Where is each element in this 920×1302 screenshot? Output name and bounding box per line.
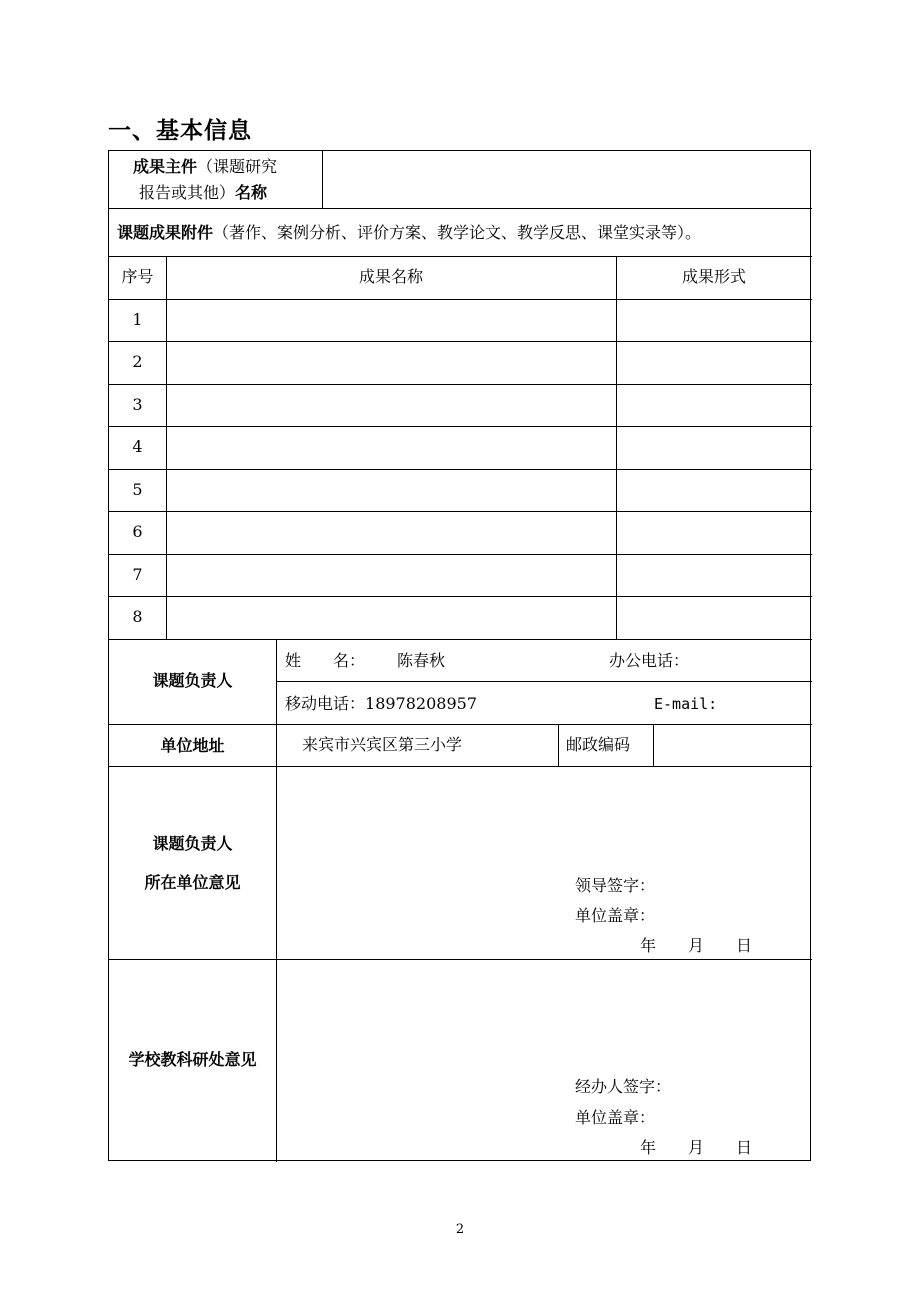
main-work-label-line2: 报告或其他）名称	[139, 183, 268, 202]
row-index: 6	[132, 522, 143, 541]
date-label: 年 月 日	[640, 936, 753, 955]
email-label: E-mail:	[654, 695, 718, 713]
school-seal-label: 单位盖章：	[575, 1108, 656, 1127]
unit-opinion-label-2: 所在单位意见	[144, 873, 241, 892]
row-index: 1	[132, 310, 143, 329]
school-opinion-label: 学校教科研处意见	[128, 1050, 257, 1069]
header-name: 成果名称	[358, 267, 423, 286]
unit-opinion-label: 课题负责人	[152, 834, 233, 853]
row-index: 5	[132, 480, 143, 499]
office-phone-label: 办公电话：	[609, 651, 690, 670]
row-index: 7	[132, 565, 143, 584]
leader-name-value: 陈春秋	[397, 651, 446, 670]
school-date-label: 年 月 日	[640, 1138, 753, 1157]
leader-name-label: 姓 名：	[285, 651, 366, 670]
mobile-label: 移动电话：18978208957	[285, 694, 477, 713]
main-work-label: 成果主件（课题研究	[133, 157, 278, 176]
handler-sign-label: 经办人签字：	[575, 1077, 672, 1096]
unit-seal-label: 单位盖章：	[575, 906, 656, 925]
row-index: 2	[132, 352, 143, 371]
section-title: 一、基本信息	[108, 118, 252, 144]
row-index: 4	[132, 437, 143, 456]
row-index: 3	[132, 395, 143, 414]
unit-address-label: 单位地址	[160, 736, 225, 755]
postcode-label: 邮政编码	[566, 735, 631, 754]
leader-label: 课题负责人	[152, 671, 233, 690]
attachments-heading: 课题成果附件（著作、案例分析、评价方案、教学论文、教学反思、课堂实录等）。	[117, 223, 702, 242]
achievement-form	[108, 150, 811, 1161]
unit-address-value: 来宾市兴宾区第三小学	[302, 735, 463, 754]
header-form: 成果形式	[681, 267, 746, 286]
page-number: 2	[455, 1222, 465, 1237]
leader-sign-label: 领导签字：	[575, 876, 656, 895]
header-index: 序号	[121, 267, 154, 286]
row-index: 8	[132, 607, 143, 626]
